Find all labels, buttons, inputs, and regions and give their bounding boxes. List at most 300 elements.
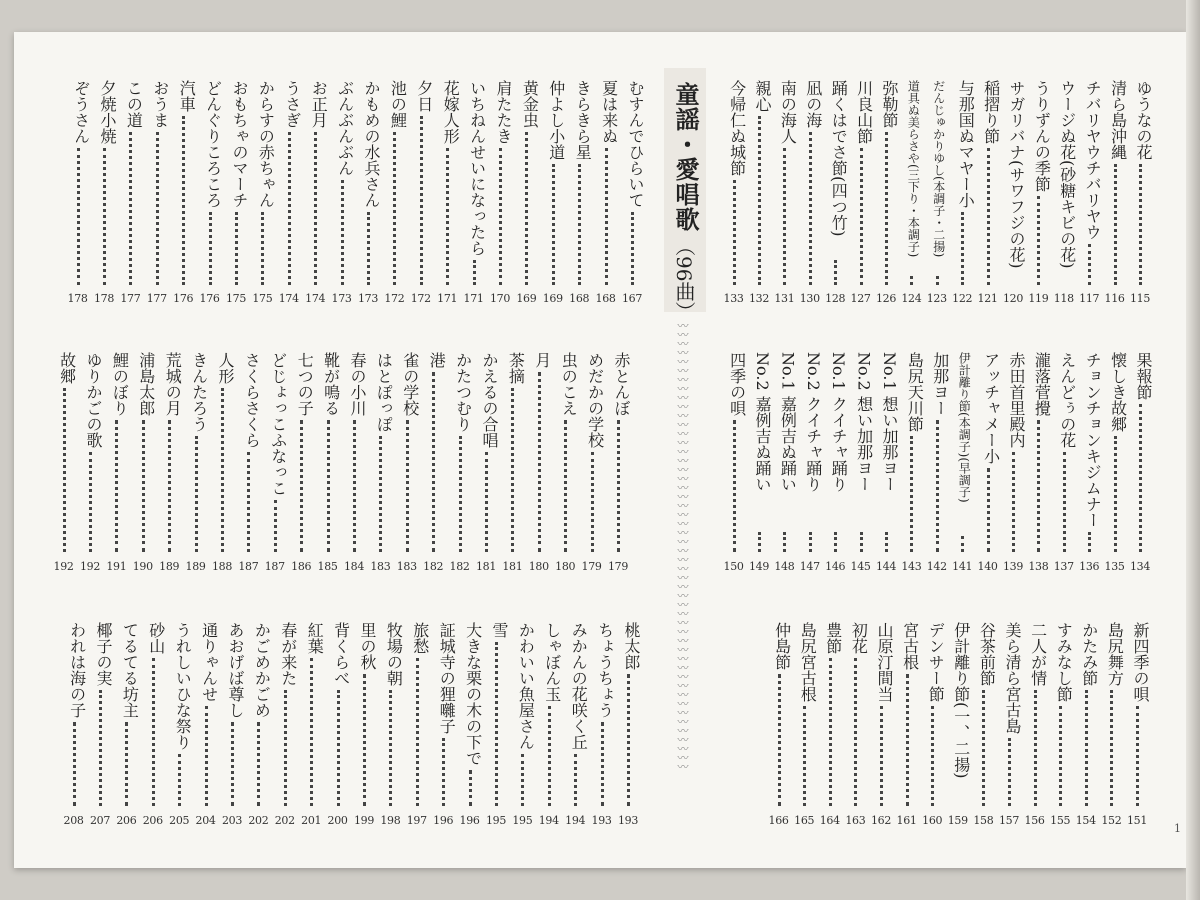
- leader-dots: [521, 754, 524, 806]
- leader-dots: [89, 452, 92, 552]
- toc-entry-page: 176: [173, 292, 194, 305]
- toc-entry-page: 181: [502, 560, 523, 573]
- toc-entry-page: 145: [850, 560, 871, 573]
- toc-entry-page: 182: [423, 560, 444, 573]
- leader-dots: [860, 532, 863, 552]
- toc-entry-page: 186: [291, 560, 312, 573]
- leader-dots: [367, 212, 370, 285]
- toc-entry-page: 168: [569, 292, 590, 305]
- toc-entry-page: 194: [565, 814, 586, 827]
- toc-entry-title: No.2 クイチャ踊り: [803, 352, 823, 492]
- leader-dots: [961, 212, 964, 285]
- toc-entry-page: 187: [238, 560, 259, 573]
- leader-dots: [733, 420, 736, 552]
- leader-dots: [783, 532, 786, 552]
- leader-dots: [605, 148, 608, 285]
- leader-dots: [63, 388, 66, 552]
- leader-dots: [1008, 738, 1011, 806]
- toc-entry-title: 里の秋: [358, 622, 377, 670]
- toc-entry-title: 砂山: [146, 622, 166, 654]
- toc-entry-page: 175: [225, 292, 247, 305]
- toc-entry-title: ちょうちょう: [595, 622, 615, 718]
- leader-dots: [310, 658, 313, 806]
- leader-dots: [1085, 690, 1088, 806]
- toc-entry-page: 124: [901, 292, 922, 305]
- leader-dots: [393, 132, 396, 285]
- toc-entry-title: 山原汀間当: [875, 622, 894, 702]
- toc-entry-page: 127: [850, 292, 871, 305]
- toc-entry-title: 春の小川: [348, 352, 367, 416]
- toc-entry-title: 故郷: [57, 352, 77, 384]
- toc-entry-title: 南の海人: [778, 80, 798, 144]
- leader-dots: [221, 388, 224, 552]
- toc-entry-title: えんどぅの花: [1057, 352, 1077, 448]
- toc-entry-page: 150: [723, 560, 744, 573]
- leader-dots: [406, 420, 409, 552]
- toc-entry-page: 120: [1002, 292, 1024, 305]
- toc-entry-title: 仲島節: [772, 622, 792, 670]
- toc-entry-page: 201: [301, 814, 322, 827]
- toc-entry-title: 夏は来ぬ: [599, 80, 619, 144]
- leader-dots: [1110, 690, 1113, 806]
- leader-dots: [885, 132, 888, 285]
- toc-entry-title: どんぐりころころ: [203, 80, 223, 208]
- toc-entry-page: 122: [952, 292, 973, 305]
- leader-dots: [1139, 404, 1142, 552]
- leader-dots: [1114, 164, 1117, 285]
- toc-entry-title: うれしいひな祭り: [173, 622, 193, 750]
- toc-entry-page: 170: [489, 292, 511, 305]
- leader-dots: [442, 738, 445, 806]
- leader-dots: [446, 148, 449, 285]
- leader-dots: [982, 690, 985, 806]
- toc-entry-title: かたみ節: [1079, 622, 1099, 686]
- toc-entry-title: しゃぼん玉: [542, 622, 562, 702]
- toc-entry-page: 182: [449, 560, 470, 573]
- toc-entry-title: 懐しき故郷: [1108, 352, 1128, 432]
- toc-entry-page: 156: [1024, 814, 1045, 827]
- toc-entry-page: 197: [406, 814, 427, 827]
- toc-entry-page: 144: [875, 560, 897, 573]
- toc-entry-page: 192: [79, 560, 101, 573]
- toc-entry-title: 夕日: [414, 80, 434, 112]
- toc-entry-page: 183: [396, 560, 417, 573]
- leader-dots: [758, 116, 761, 285]
- toc-entry-page: 163: [845, 814, 866, 827]
- toc-entry-title: 人形: [216, 352, 235, 384]
- toc-entry-title: どじょっこふなっこ: [268, 352, 288, 496]
- leader-dots: [758, 532, 761, 552]
- toc-entry-page: 175: [252, 292, 273, 305]
- toc-entry-title: サガリバナ(サワフジの花): [1007, 80, 1026, 269]
- toc-entry-title: 浦島太郎: [136, 352, 156, 416]
- toc-entry-page: 177: [146, 292, 167, 305]
- toc-entry-page: 200: [327, 814, 348, 827]
- leader-dots: [459, 436, 462, 552]
- toc-entry-title: あおげば尊し: [226, 622, 245, 718]
- toc-entry-page: 126: [875, 292, 897, 305]
- toc-entry-title: 弥勒節: [880, 80, 899, 128]
- toc-entry-page: 165: [794, 814, 815, 827]
- toc-entry-title: No.1 想い加那ヨー: [880, 352, 899, 492]
- leader-dots: [1037, 420, 1040, 552]
- toc-entry-page: 130: [799, 292, 820, 305]
- toc-entry-page: 151: [1126, 814, 1148, 827]
- toc-entry-page: 173: [357, 292, 379, 305]
- toc-entry-title: 与那国ぬマヤー小: [956, 80, 976, 208]
- toc-entry-title: ぞうさん: [71, 80, 91, 144]
- toc-entry-title: ウージぬ花(砂糖キビの花): [1057, 80, 1077, 269]
- toc-entry-title: 旅愁: [410, 622, 430, 654]
- toc-entry-title: おうま: [150, 80, 170, 128]
- toc-entry-title: 荒城の月: [163, 352, 183, 416]
- leader-dots: [284, 690, 287, 806]
- leader-dots: [389, 690, 392, 806]
- toc-entry-title: いちねんせいになったら: [467, 80, 487, 256]
- toc-entry-page: 187: [264, 560, 285, 573]
- leader-dots: [1088, 532, 1091, 552]
- toc-entry-page: 202: [248, 814, 269, 827]
- leader-dots: [552, 164, 555, 285]
- toc-entry-page: 115: [1129, 292, 1151, 305]
- toc-entry-title: 虫のこえ: [559, 352, 579, 416]
- toc-entry-page: 141: [952, 560, 973, 573]
- toc-entry-page: 203: [221, 814, 243, 827]
- toc-entry-page: 135: [1104, 560, 1125, 573]
- toc-entry-title: No.2 嘉例吉ぬ踊い: [753, 352, 772, 492]
- toc-entry-title: 証城寺の狸囃子: [437, 622, 457, 734]
- toc-entry-page: 117: [1079, 292, 1100, 305]
- leader-dots: [564, 420, 567, 552]
- leader-dots: [1012, 452, 1015, 552]
- toc-entry-page: 116: [1104, 292, 1125, 305]
- leader-dots: [511, 388, 514, 552]
- toc-entry-page: 184: [343, 560, 365, 573]
- toc-entry-title: 今帰仁ぬ城節: [727, 80, 747, 176]
- leader-dots: [783, 148, 786, 285]
- toc-entry-title: 月: [532, 352, 552, 368]
- toc-entry-page: 196: [459, 814, 480, 827]
- leader-dots: [142, 420, 145, 552]
- leader-dots: [420, 116, 423, 285]
- leader-dots: [178, 754, 181, 806]
- toc-entry-page: 119: [1028, 292, 1049, 305]
- leader-dots: [834, 532, 837, 552]
- leader-dots: [987, 468, 990, 552]
- leader-dots: [77, 148, 80, 285]
- leader-dots: [103, 148, 106, 285]
- toc-entry-title: だんじゅかりゆし(本調子・二揚): [931, 80, 946, 258]
- toc-entry-title: 七つの子: [295, 352, 315, 416]
- toc-entry-page: 169: [516, 292, 537, 305]
- toc-entry-title: 川良山節: [854, 80, 874, 144]
- leader-dots: [591, 452, 594, 552]
- toc-entry-title: アッチャメー小: [981, 352, 1001, 464]
- divider-horizontal: [700, 582, 1150, 594]
- toc-entry-title: 夕焼小焼: [98, 80, 117, 144]
- leader-dots: [247, 452, 250, 552]
- toc-entry-title: すみなし節: [1054, 622, 1074, 702]
- toc-entry-page: 132: [748, 292, 770, 305]
- toc-entry-title: 島尻宮古根: [798, 622, 818, 702]
- toc-entry-title: 大きな栗の木の下で: [463, 622, 483, 766]
- toc-entry-title: 二人が情: [1028, 622, 1048, 686]
- leader-dots: [617, 420, 620, 552]
- toc-entry-page: 154: [1075, 814, 1096, 827]
- toc-entry-page: 183: [370, 560, 391, 573]
- toc-entry-page: 193: [617, 814, 639, 827]
- leader-dots: [261, 212, 264, 285]
- toc-entry-title: 桃太郎: [622, 622, 641, 670]
- leader-dots: [1059, 706, 1062, 806]
- leader-dots: [548, 706, 551, 806]
- toc-entry-title: 親心: [753, 80, 772, 112]
- leader-dots: [416, 658, 419, 806]
- toc-entry-title: 仲よし小道: [546, 80, 566, 160]
- toc-entry-page: 146: [825, 560, 846, 573]
- toc-entry-page: 149: [748, 560, 770, 573]
- toc-entry-page: 206: [142, 814, 163, 827]
- toc-entry-page: 195: [512, 814, 533, 827]
- toc-entry-page: 143: [901, 560, 922, 573]
- toc-entry-title: 豊節: [823, 622, 843, 654]
- toc-entry-title: てるてる坊主: [120, 622, 140, 718]
- toc-entry-page: 189: [185, 560, 206, 573]
- toc-entry-title: 清ら島沖縄: [1108, 80, 1128, 160]
- toc-entry-page: 178: [67, 292, 88, 305]
- toc-entry-title: 背くらべ: [331, 622, 351, 686]
- toc-entry-page: 179: [581, 560, 602, 573]
- toc-entry-page: 147: [799, 560, 820, 573]
- toc-entry-page: 206: [116, 814, 137, 827]
- toc-entry-page: 208: [63, 814, 84, 827]
- leader-dots: [156, 132, 159, 285]
- leader-dots: [854, 658, 857, 806]
- leader-dots: [235, 212, 238, 285]
- leader-dots: [809, 532, 812, 552]
- toc-entry-title: 赤とんぼ: [612, 352, 631, 416]
- toc-entry-page: 159: [947, 814, 968, 827]
- toc-entry-page: 179: [607, 560, 629, 573]
- leader-dots: [99, 690, 102, 806]
- toc-entry-title: はとぽっぽ: [374, 352, 394, 432]
- toc-entry-page: 160: [922, 814, 943, 827]
- toc-entry-title: きらきら星: [573, 80, 593, 160]
- leader-dots: [1136, 706, 1139, 806]
- toc-entry-page: 207: [89, 814, 111, 827]
- toc-entry-title: 紅葉: [305, 622, 325, 654]
- leader-dots: [182, 116, 185, 285]
- leader-dots: [327, 420, 330, 552]
- leader-dots: [733, 180, 736, 285]
- toc-entry-page: 164: [819, 814, 840, 827]
- toc-entry-title: 新四季の唄: [1131, 622, 1150, 702]
- leader-dots: [885, 532, 888, 552]
- toc-entry-title: かごめかごめ: [252, 622, 272, 718]
- toc-entry-page: 166: [768, 814, 789, 827]
- toc-entry-page: 180: [555, 560, 576, 573]
- toc-entry-page: 171: [437, 292, 458, 305]
- leader-dots: [288, 132, 291, 285]
- leader-dots: [574, 754, 577, 806]
- leader-dots: [499, 148, 502, 285]
- leader-dots: [910, 436, 913, 552]
- toc-entry-page: 158: [973, 814, 994, 827]
- toc-entry-title: チバリヤウチバリヤウ: [1083, 80, 1103, 240]
- leader-dots: [469, 770, 472, 806]
- toc-entry-title: 黄金虫: [520, 80, 540, 128]
- toc-entry-page: 204: [195, 814, 216, 827]
- leader-dots: [115, 420, 118, 552]
- toc-entry-page: 171: [463, 292, 484, 305]
- toc-entry-page: 168: [595, 292, 616, 305]
- toc-entry-title: 春が来た: [278, 622, 298, 686]
- toc-entry-title: むすんでひらいて: [626, 80, 645, 208]
- divider-horizontal: [40, 582, 658, 594]
- toc-entry-page: 161: [896, 814, 917, 827]
- toc-entry-page: 167: [621, 292, 643, 305]
- toc-entry-page: 188: [211, 560, 233, 573]
- leader-dots: [1139, 164, 1142, 285]
- toc-entry-title: 四季の唄: [727, 352, 747, 416]
- leader-dots: [631, 212, 634, 285]
- toc-entry-title: 靴が鳴る: [321, 352, 341, 416]
- toc-entry-title: からすの赤ちゃん: [256, 80, 276, 208]
- divider-vertical: 〰〰〰〰〰〰〰〰〰〰〰〰〰〰〰〰〰〰〰〰〰〰〰〰〰〰〰〰〰〰〰〰〰〰〰〰〰〰〰〰〰〰〰〰〰〰〰〰〰〰: [676, 320, 689, 770]
- section-song-count: （96曲）: [672, 236, 696, 322]
- toc-entry-title: 初花: [849, 622, 869, 654]
- leader-dots: [473, 260, 476, 285]
- toc-entry-page: 199: [353, 814, 375, 827]
- toc-entry-title: 伊計離り節(一、二揚): [951, 622, 971, 779]
- leader-dots: [936, 420, 939, 552]
- leader-dots: [578, 164, 581, 285]
- leader-dots: [337, 690, 340, 806]
- toc-entry-title: 椰子の実: [94, 622, 113, 686]
- toc-entry-title: 牧場の朝: [384, 622, 404, 686]
- toc-entry-page: 190: [132, 560, 153, 573]
- toc-entry-title: 踊くはでさ節(四つ竹): [829, 80, 849, 237]
- leader-dots: [525, 132, 528, 285]
- toc-entry-title: ぶんぶんぶん: [335, 80, 355, 176]
- toc-entry-title: おもちゃのマーチ: [230, 80, 249, 208]
- toc-entry-title: うりずんの季節: [1032, 80, 1052, 192]
- leader-dots: [257, 722, 260, 806]
- leader-dots: [803, 706, 806, 806]
- toc-entry-page: 157: [998, 814, 1020, 827]
- toc-entry-title: かもめの水兵さん: [362, 80, 381, 208]
- toc-entry-page: 152: [1101, 814, 1122, 827]
- toc-entry-page: 173: [331, 292, 352, 305]
- divider-horizontal: [700, 311, 1150, 323]
- toc-entry-title: 谷茶前節: [977, 622, 997, 686]
- toc-entry-page: 194: [538, 814, 559, 827]
- toc-entry-title: No.2 想い加那ヨー: [854, 352, 874, 492]
- toc-entry-page: 178: [93, 292, 115, 305]
- toc-entry-title: 美ら清ら宮古島: [1003, 622, 1022, 734]
- toc-entry-title: めだかの学校: [585, 352, 605, 448]
- toc-entry-page: 172: [410, 292, 431, 305]
- toc-entry-title: 瀧落菅攪: [1032, 352, 1052, 416]
- toc-entry-page: 198: [380, 814, 401, 827]
- toc-entry-title: みかんの花咲く丘: [569, 622, 589, 750]
- leader-dots: [432, 372, 435, 552]
- toc-entry-page: 137: [1053, 560, 1074, 573]
- toc-entry-title: 稲摺り節: [981, 80, 1001, 144]
- toc-entry-page: 181: [475, 560, 497, 573]
- toc-entry-page: 180: [528, 560, 549, 573]
- leader-dots: [880, 706, 883, 806]
- toc-entry-page: 131: [774, 292, 795, 305]
- toc-entry-page: 118: [1053, 292, 1074, 305]
- leader-dots: [379, 436, 382, 552]
- toc-entry-title: 雀の学校: [400, 352, 420, 416]
- corner-page-number: 1: [1174, 822, 1181, 835]
- toc-entry-title: かえるの合唱: [480, 352, 499, 448]
- toc-entry-title: 港: [427, 352, 447, 368]
- toc-entry-page: 162: [870, 814, 892, 827]
- toc-entry-title: この道: [124, 80, 144, 128]
- leader-dots: [778, 674, 781, 806]
- leader-dots: [314, 132, 317, 285]
- leader-dots: [809, 132, 812, 285]
- leader-dots: [961, 536, 964, 552]
- leader-dots: [936, 276, 939, 285]
- toc-entry-page: 202: [274, 814, 295, 827]
- toc-entry-title: 道具ぬ美らさや(三下り・本調子): [906, 80, 921, 258]
- leader-dots: [910, 276, 913, 285]
- toc-entry-page: 174: [278, 292, 299, 305]
- leader-dots: [987, 148, 990, 285]
- section-heading: 童謡・愛唱歌: [671, 82, 700, 232]
- leader-dots: [129, 132, 132, 285]
- toc-entry-page: 121: [977, 292, 998, 305]
- toc-entry-title: 加那ヨー: [930, 352, 950, 416]
- toc-entry-title: 宮古根: [900, 622, 920, 670]
- leader-dots: [601, 722, 604, 806]
- toc-entry-page: 193: [591, 814, 612, 827]
- toc-entry-page: 139: [1002, 560, 1024, 573]
- toc-entry-page: 176: [199, 292, 220, 305]
- leader-dots: [125, 722, 128, 806]
- toc-entry-title: 鯉のぼり: [110, 352, 130, 416]
- leader-dots: [860, 148, 863, 285]
- toc-entry-page: 142: [926, 560, 947, 573]
- toc-entry-page: 205: [169, 814, 190, 827]
- toc-entry-page: 133: [723, 292, 744, 305]
- leader-dots: [73, 722, 76, 806]
- toc-entry-page: 140: [977, 560, 998, 573]
- toc-entry-page: 191: [106, 560, 127, 573]
- leader-dots: [1063, 452, 1066, 552]
- toc-entry-page: 192: [53, 560, 74, 573]
- leader-dots: [353, 420, 356, 552]
- divider-horizontal: [40, 311, 658, 323]
- toc-entry-title: デンサー節: [926, 622, 946, 702]
- leader-dots: [231, 722, 234, 806]
- leader-dots: [363, 674, 366, 806]
- toc-entry-title: さくらさくら: [242, 352, 262, 448]
- toc-entry-page: 169: [542, 292, 563, 305]
- toc-entry-title: チョンチョンキジムナー: [1083, 352, 1103, 528]
- leader-dots: [627, 674, 630, 806]
- leader-dots: [341, 180, 344, 285]
- toc-entry-page: 185: [317, 560, 338, 573]
- toc-entry-page: 172: [384, 292, 405, 305]
- leader-dots: [168, 420, 171, 552]
- leader-dots: [209, 212, 212, 285]
- toc-entry-page: 134: [1129, 560, 1151, 573]
